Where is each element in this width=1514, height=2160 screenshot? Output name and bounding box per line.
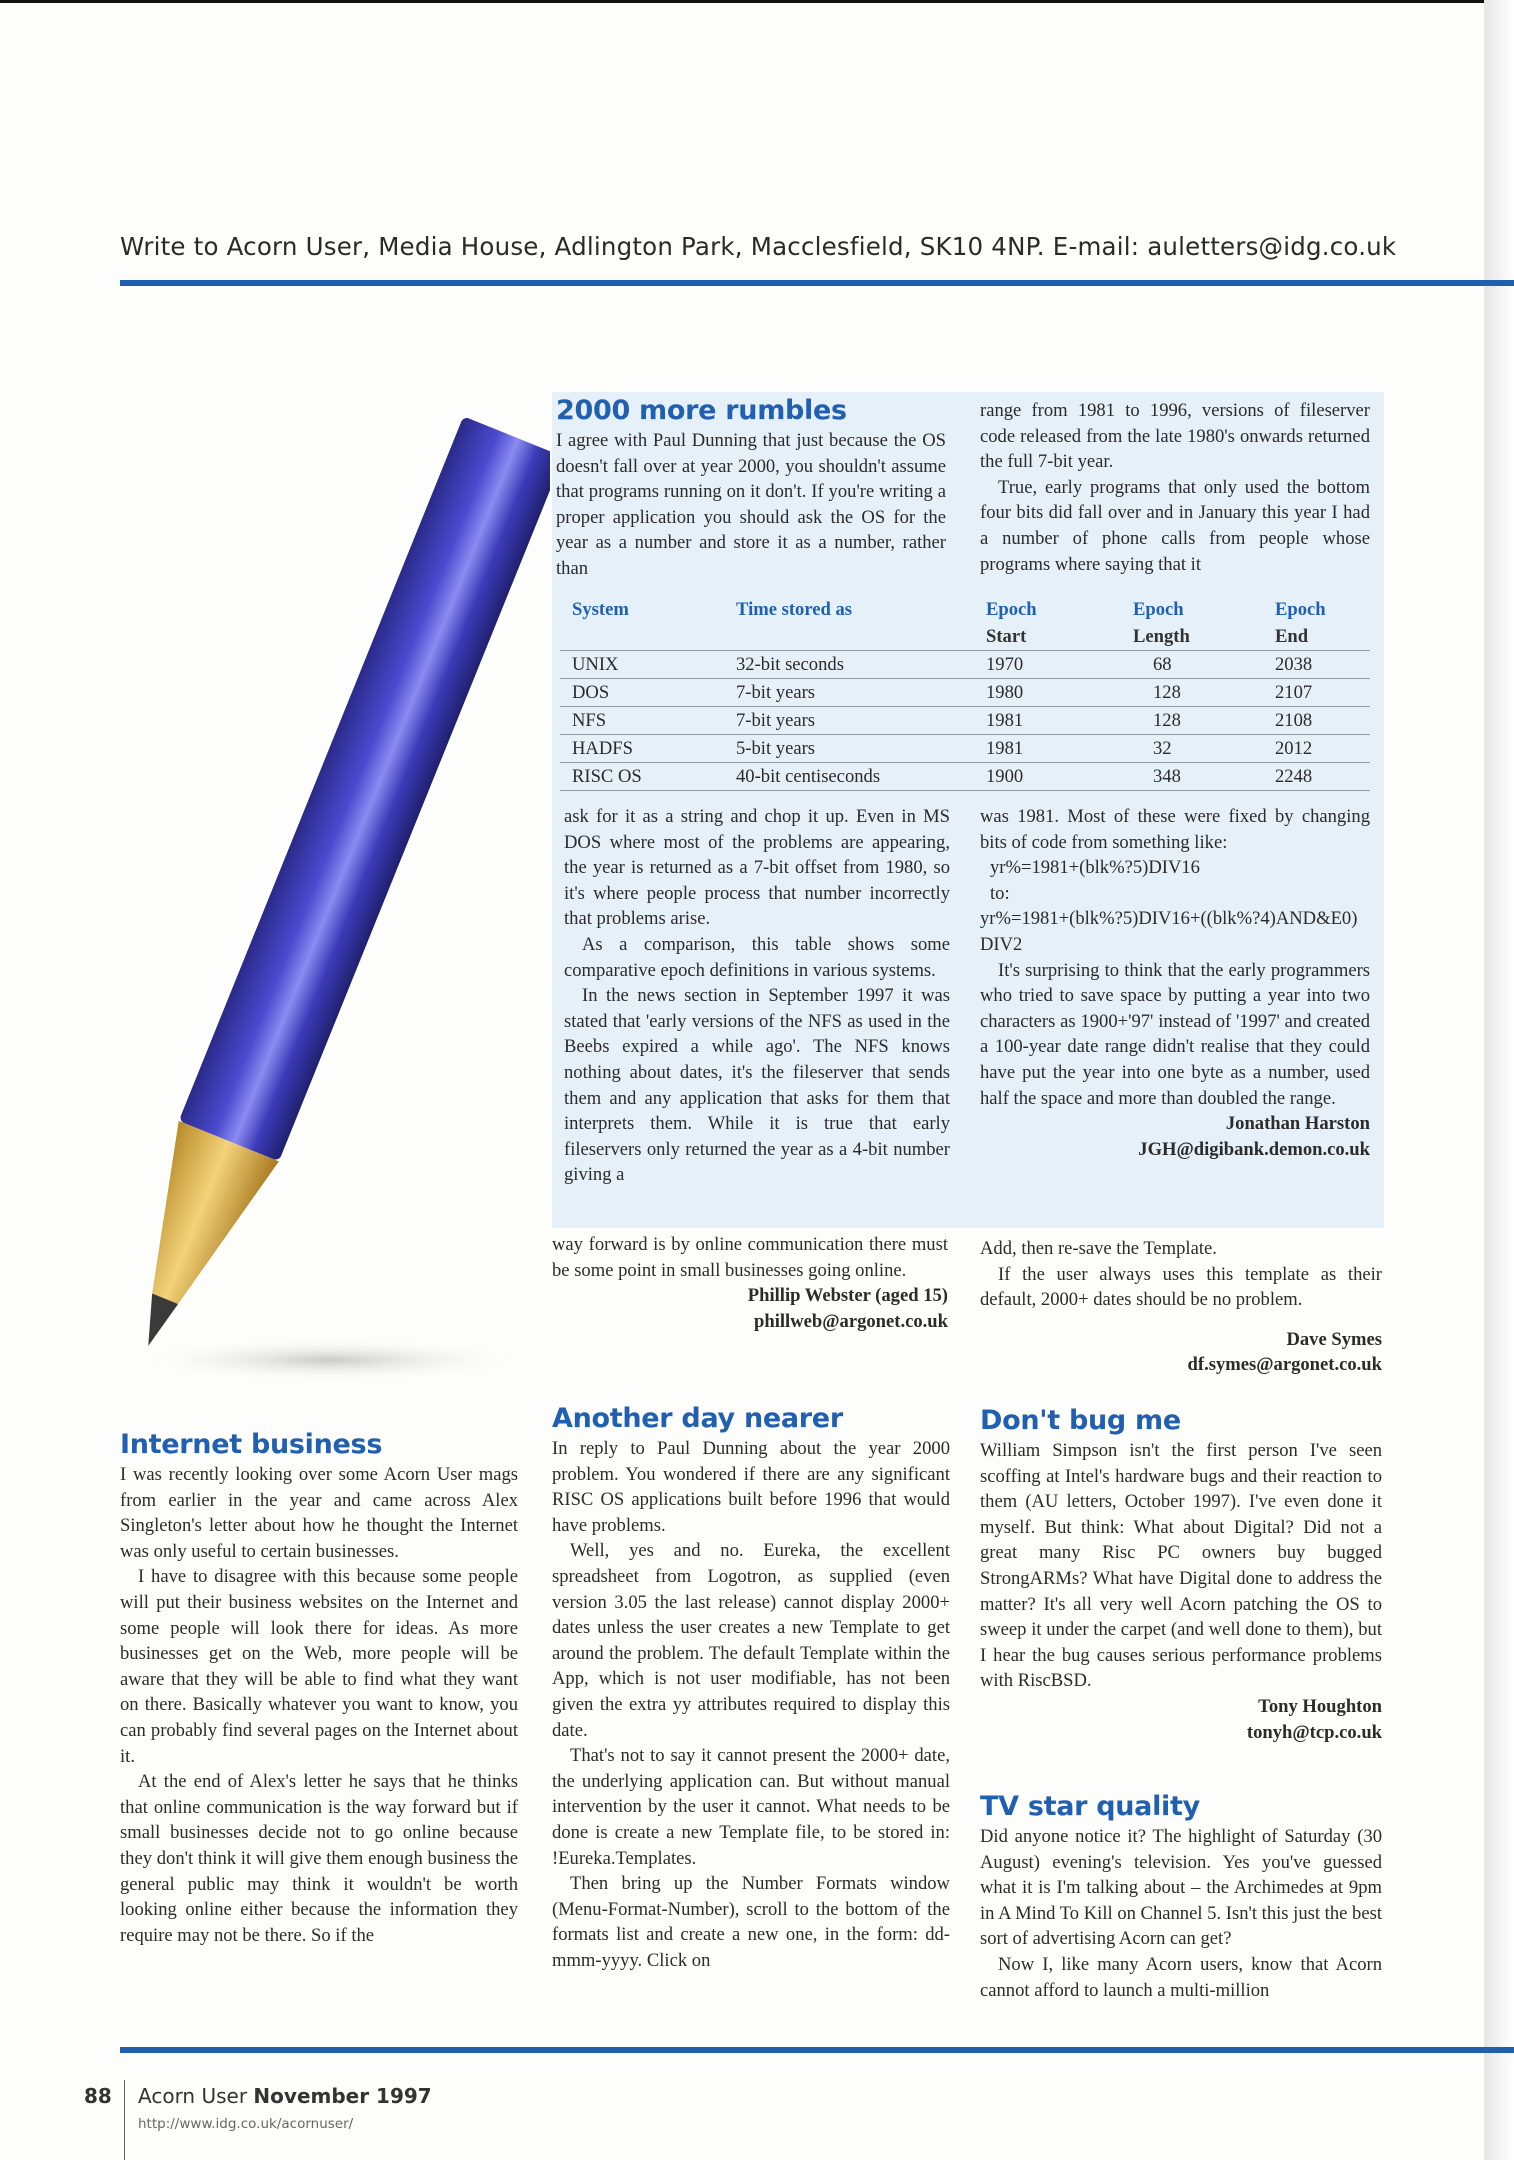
tv-para-2: Now I, like many Acorn users, know that Acorn cannot afford to launch a multi-million (980, 1953, 1382, 2001)
symes-signature-email: df.symes@argonet.co.uk (1187, 1354, 1382, 1376)
magazine-issue: November 1997 (253, 2084, 432, 2108)
cell-epoch-start: 1980 (974, 679, 1121, 707)
cell-epoch-length: 32 (1121, 735, 1263, 763)
cell-epoch-end: 2107 (1263, 679, 1370, 707)
internet-para-2: I have to disagree with this because some people will put their business websites on the Internet and some people will look there for ideas. As more businesses get on the Web, more people will be aware that they will be able to find what they want on there. Basically whatever you want to know, you can probably find several pages on the Internet about it. (120, 1566, 518, 1767)
rumbles-para-8: It's surprising to think that the early programmers who tried to save space by putting a year into two characters as 1900+'97' instead of '1997' and created a 100-year date range didn't realise that they could have put the year into one byte as a number, used half the space and more than doubled the range. (980, 959, 1370, 1109)
cell-epoch-length: 348 (1121, 763, 1263, 791)
cell-epoch-start: 1970 (974, 651, 1121, 679)
symes-signature-name: Dave Symes (1286, 1328, 1382, 1350)
rumbles-para-1: I agree with Paul Dunning that just because the OS doesn't fall over at year 2000, you shouldn't assume that programs running on it don't. If you're writing a proper application you should ask the OS for the year as a number and store it as a number, rather than (556, 430, 946, 579)
epoch-table (560, 596, 1370, 791)
table-row (560, 679, 1370, 707)
top-edge-line (0, 0, 1514, 3)
cell-epoch-start: 1900 (974, 763, 1121, 791)
cell-system: UNIX (560, 651, 724, 679)
another-day-para-4: Then bring up the Number Formats window (Menu-Format-Number), scroll to the bottom of the formats list and create a new one, in the form: dd-mmm-yyyy. Click on (552, 1873, 950, 1971)
tv-star-title: TV star quality (980, 1791, 1200, 1822)
cell-epoch-start: 1981 (974, 735, 1121, 763)
tv-para-1: Did anyone notice it? The highlight of Saturday (30 August) evening's television. Yes you've guessed what it is I'm talking about – the Archimedes at 9pm in A Mind To Kill on Channel 5. Isn't this just the best sort of advertising Acorn can get? (980, 1826, 1382, 1950)
cell-time-stored: 32-bit seconds (724, 651, 974, 679)
dont-bug-me-letter (980, 1404, 1382, 1745)
subheader-end: End (1275, 626, 1309, 647)
rumbles-col2-bottom (980, 804, 1370, 1162)
col-header-system: System (572, 599, 629, 620)
code-to: to: (990, 882, 1010, 904)
rumbles-para-4: ask for it as a string and chop it up. Even in MS DOS where most of the problems are appearing, the year is returned as a 7-bit offset from 1980, so it's where people process that number incorrectly that problems arise. (564, 806, 950, 930)
table-row (560, 651, 1370, 679)
rumbles-title: 2000 more rumbles (556, 395, 847, 426)
code-line-1: yr%=1981+(blk%?5)DIV16 (990, 857, 1200, 879)
pencil-body (179, 416, 550, 1161)
rumbles-para-7: was 1981. Most of these were fixed by changing bits of code from something like: (980, 806, 1370, 853)
code-line-2: yr%=1981+(blk%?5)DIV16+((blk%?4)AND&E0)DIV2 (980, 908, 1358, 955)
subheader-cell (560, 623, 724, 651)
page-number: 88 (84, 2084, 112, 2108)
table-row (560, 707, 1370, 735)
table-row (560, 763, 1370, 791)
magazine-name: Acorn User (138, 2084, 248, 2108)
epoch-table-header (560, 596, 1370, 623)
cell-epoch-length: 68 (1121, 651, 1263, 679)
rumbles-col2-top (980, 398, 1370, 577)
bug-para-1: William Simpson isn't the first person I've seen scoffing at Intel's hardware bugs and their reaction to them (AU letters, October 1997). I've even done it myself. But think: What about Digital? Did not a great many Risc PC owners buy bugged StrongARMs? What have Digital done to address the matter? It's all very well Acorn patching the OS to sweep it under the carpet (and well done to them), but I hear the bug causes serious performance problems with RiscBSD. (980, 1440, 1382, 1692)
pencil-lead (133, 1293, 178, 1350)
cell-time-stored: 7-bit years (724, 707, 974, 735)
webster-signature-email: phillweb@argonet.co.uk (754, 1310, 948, 1332)
cell-system: RISC OS (560, 763, 724, 791)
cell-epoch-start: 1981 (974, 707, 1121, 735)
subheader-start: Start (986, 626, 1027, 647)
rumbles-para-6: In the news section in September 1997 it was stated that 'early versions of the NFS as used in the Beebs expired a while ago'. The NFS knows nothing about dates, it's the fileserver that sends them and any application that asks for them that interprets them. While it is true that early fileservers only returned the year as a 4-bit number giving a (564, 985, 950, 1186)
another-day-para-2: Well, yes and no. Eureka, the excellent spreadsheet from Logotron, as supplied (even version 3.05 the last release) cannot display 2000+ dates unless the user creates a new Template to get around the problem. The default Template within the App, which is not user modifiable, has not been given the extra yy attributes required to display this date. (552, 1540, 950, 1741)
footer-rule (120, 2047, 1514, 2053)
rumbles-signature-email: JGH@digibank.demon.co.uk (1138, 1138, 1370, 1160)
another-day-letter (552, 1402, 950, 1973)
footer-magazine (138, 2084, 432, 2108)
footer-divider (124, 2080, 125, 2160)
another-day-title: Another day nearer (552, 1403, 843, 1434)
cell-time-stored: 40-bit centiseconds (724, 763, 974, 791)
symes-para-1: Add, then re-save the Template. (980, 1238, 1217, 1259)
cell-time-stored: 5-bit years (724, 735, 974, 763)
cell-system: NFS (560, 707, 724, 735)
cell-epoch-end: 2108 (1263, 707, 1370, 735)
another-day-para-3: That's not to say it cannot present the 2000+ date, the underlying application can. But without manual intervention by the user it cannot. What needs to be done is create a new Template file, to be stored in: !Eureka.Templates. (552, 1745, 950, 1869)
cell-epoch-length: 128 (1121, 679, 1263, 707)
dont-bug-me-title: Don't bug me (980, 1405, 1181, 1436)
webster-para: way forward is by online communication there must be some point in small businesses going online. (552, 1234, 948, 1281)
epoch-table-subheader (560, 623, 1370, 651)
rumbles-para-2: range from 1981 to 1996, versions of fileserver code released from the late 1980's onwards returned the full 7-bit year. (980, 400, 1370, 473)
another-day-para-1: In reply to Paul Dunning about the year 2000 problem. You wondered if there are any significant RISC OS applications built before 1996 that would have problems. (552, 1438, 950, 1536)
internet-para-1: I was recently looking over some Acorn User mags from earlier in the year and came across Alex Singleton's letter about how he thought the Internet was only useful to certain businesses. (120, 1464, 518, 1562)
webster-signature-name: Phillip Webster (aged 15) (747, 1285, 948, 1307)
cell-time-stored: 7-bit years (724, 679, 974, 707)
rumbles-para-5: As a comparison, this table shows some comparative epoch definitions in various systems. (564, 933, 950, 981)
internet-para-3: At the end of Alex's letter he says that he thinks that online communication is the way forward but if small businesses decide not to go online because they don't think it will give them enough business the general public may think it wouldn't be worth looking online either because the information they require may not be there. So if the (120, 1771, 518, 1946)
letters-address-header: Write to Acorn User, Media House, Adlington Park, Macclesfield, SK10 4NP. E-mail: auletters@idg.co.uk (120, 232, 1397, 261)
tv-star-letter (980, 1790, 1382, 2003)
cell-epoch-length: 128 (1121, 707, 1263, 735)
cell-epoch-end: 2038 (1263, 651, 1370, 679)
bug-signature-email: tonyh@tcp.co.uk (1246, 1721, 1382, 1743)
pencil-shadow (130, 1338, 530, 1382)
col-header-epoch-end: Epoch (1275, 599, 1326, 620)
symes-letter-end (980, 1236, 1382, 1378)
subheader-cell (724, 623, 974, 651)
internet-business-title: Internet business (120, 1429, 383, 1460)
rumbles-signature-name: Jonathan Harston (1225, 1113, 1370, 1135)
col-header-epoch-length: Epoch (1133, 599, 1184, 620)
col-header-time-stored: Time stored as (736, 599, 853, 620)
rumbles-para-3: True, early programs that only used the bottom four bits did fall over and in January this year I had a number of phone calls from people whose programs where saying that it (980, 476, 1370, 575)
pencil-illustration (110, 380, 550, 1400)
rumbles-col1-bottom (564, 804, 950, 1188)
col-header-epoch-start: Epoch (986, 599, 1037, 620)
table-row (560, 735, 1370, 763)
internet-business-letter (120, 1428, 518, 1948)
symes-para-2: If the user always uses this template as their default, 2000+ dates should be no problem. (980, 1263, 1382, 1311)
cell-system: HADFS (560, 735, 724, 763)
cell-system: DOS (560, 679, 724, 707)
page-edge-shadow (1484, 0, 1514, 2160)
cell-epoch-end: 2248 (1263, 763, 1370, 791)
webster-letter-end (552, 1232, 948, 1334)
rumbles-col1-top (556, 394, 946, 582)
header-rule (120, 280, 1514, 286)
bug-signature-name: Tony Houghton (1258, 1695, 1382, 1717)
subheader-length: Length (1133, 626, 1190, 647)
cell-epoch-end: 2012 (1263, 735, 1370, 763)
footer-url: http://www.idg.co.uk/acornuser/ (138, 2116, 354, 2132)
